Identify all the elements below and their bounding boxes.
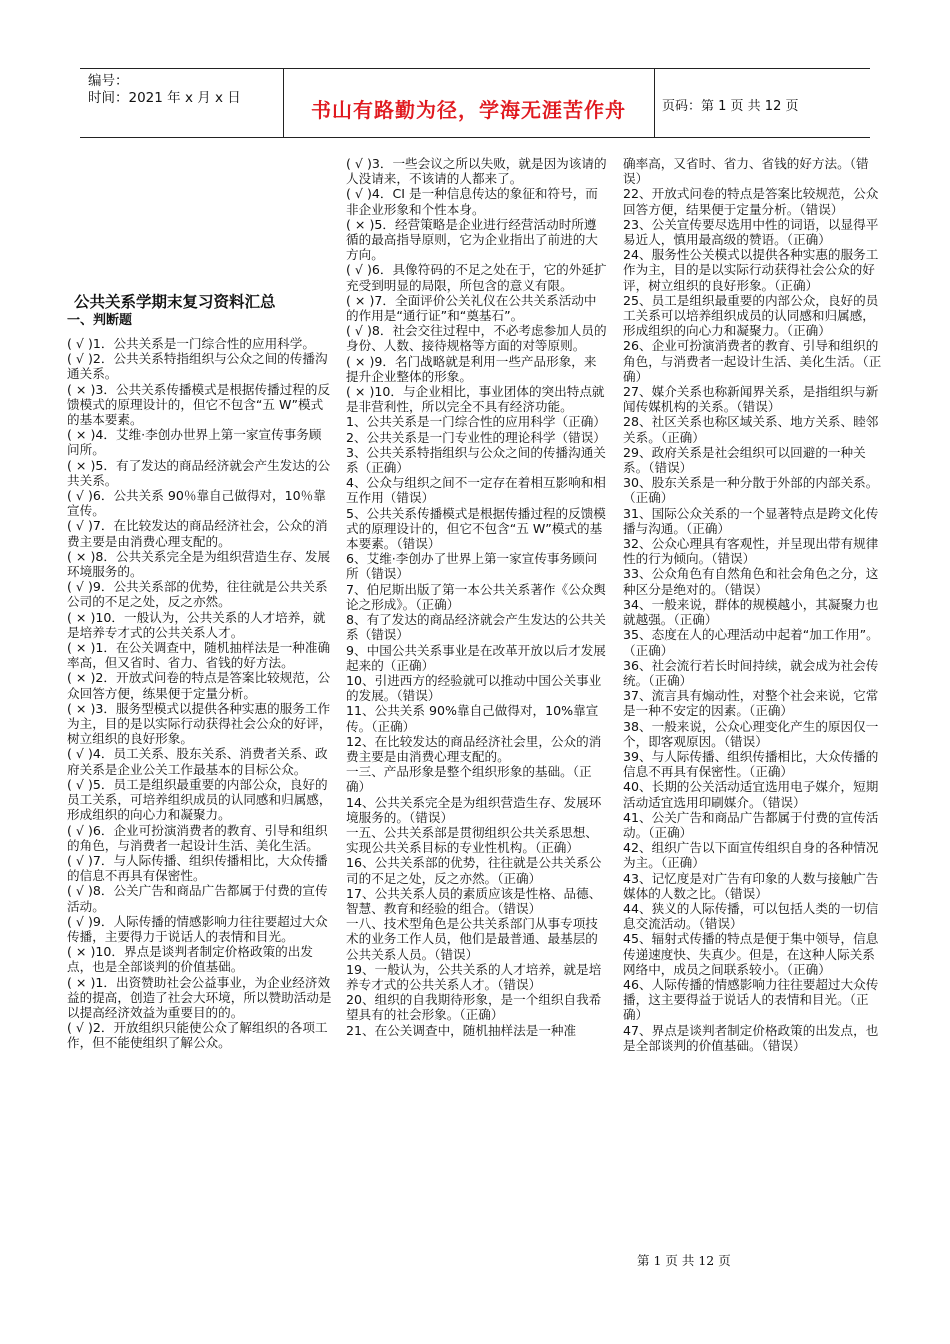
question-item: 34、一般来说，群体的规模越小，其凝聚力也就越强。（正确） <box>623 596 879 628</box>
question-item: ( √ )1．公共关系是一门综合性的应用科学。 <box>67 336 315 351</box>
header-divider <box>654 69 655 137</box>
question-item: 42、组织广告以下面宣传组织自身的各种情况为主。（正确） <box>623 840 879 871</box>
question-item: 1、公共关系是一门综合性的应用科学（正确） <box>346 414 606 430</box>
question-item: 36、社会流行若长时间持续，就会成为社会传统。（正确） <box>623 657 879 688</box>
question-item: 38、一般来说，公众心理变化产生的原因仅一个，即客观原因。（错误） <box>623 718 879 749</box>
question-item: ( × )8．公共关系完全是为组织营造生存、发展环境服务的。 <box>67 548 331 580</box>
question-item: ( × )10．界点是谈判者制定价格政策的出发点，也是全部谈判的价值基础。 <box>67 944 313 975</box>
question-item: ( √ )3．一些会议之所以失败，就是因为该请的人没请来，不该请的人都来了。 <box>346 156 607 187</box>
question-item: 20、组织的自我期待形象，是一个组织自我希望具有的社会形象。（正确） <box>346 992 602 1023</box>
question-item: 31、国际公众关系的一个显著特点是跨文化传播与沟通。（正确） <box>623 505 879 536</box>
question-item: 29、政府关系是社会组织可以回避的一种关系。（错误） <box>623 444 866 476</box>
page-footer: 第 1 页 共 12 页 <box>637 1253 731 1268</box>
header-meta <box>88 73 241 107</box>
question-item: 27、媒介关系也称新闻界关系，是指组织与新闻传媒机构的关系。（错误） <box>623 384 879 415</box>
question-item: 12、在比较发达的商品经济社会里，公众的消费主要是由消费心理支配的。 <box>346 733 602 764</box>
question-item: 39、与人际传播、组织传播相比，大众传播的信息不再具有保密性。（正确） <box>623 748 879 780</box>
question-item: 确率高，又省时、省力、省钱的好方法。（错误） <box>623 156 869 187</box>
question-item: ( × )5．有了发达的商品经济就会产生发达的公共关系。 <box>67 457 331 488</box>
question-item: 28、社区关系也称区域关系、地方关系、睦邻关系。（正确） <box>623 414 879 445</box>
question-item: ( √ )9．人际传播的情感影响力往往要超过大众传播，主要得力于说话人的表情和目光。 <box>67 913 328 944</box>
document-code-label: 编号： <box>88 73 129 89</box>
question-item: 23、公关宣传要尽选用中性的词语，以显得平易近人，慎用最高级的赞语。（正确） <box>623 216 879 248</box>
question-item: ( √ )7．在比较发达的商品经济社会，公众的消费主要是由消费心理支配的。 <box>67 518 328 549</box>
header-motto: 书山有路勤为径，学海无涯苦作舟 <box>311 98 626 122</box>
question-item: ( √ )8．社会交往过程中，不必考虑参加人员的身份、人数、接待规格等方面的对等原则。 <box>346 323 607 354</box>
question-item: ( × )2．开放式问卷的特点是答案比较规范，公众回答方便，练果便于定量分析。 <box>67 670 331 701</box>
question-item: ( × )5．经营策略是企业进行经营活动时所遵循的最高指导原则，它为企业指出了前进的大方向。 <box>346 216 598 263</box>
header-page-info: 页码：第 1 页 共 12 页 <box>662 99 799 114</box>
question-item: ( √ )4．CI 是一种信息传达的象征和符号，而非企业形象和个性本身。 <box>346 186 598 217</box>
question-item: ( × )3．服务型模式以提供各种实惠的服务工作为主，目的是以实际行动获得社会公众的好评，树立组织的良好形象。 <box>67 700 332 747</box>
question-item: ( × )10．与企业相比，事业团体的突出特点就是非营利性，所以完全不具有经济功能。 <box>346 384 605 415</box>
question-item: 25、员工是组织最重要的内部公众，良好的员工关系可以培养组织成员的认同感和归属感，形成组织的向心力和凝聚力。（正确） <box>623 292 879 339</box>
question-item: 47、界点是谈判者制定价格政策的出发点，也是全部谈判的价值基础。（错误） <box>623 1022 879 1053</box>
question-item: ( √ )2．公共关系特指组织与公众之间的传播沟通关系。 <box>67 351 328 382</box>
page-header <box>80 68 870 138</box>
question-item: 17、公共关系人员的素质应该是性格、品德、智慧、教育和经验的组合。（错误） <box>346 885 602 916</box>
question-item: 35、态度在人的心理活动中起着“加工作用”。（正确） <box>623 627 879 658</box>
question-item: 30、股东关系是一种分散于外部的内部关系。（正确） <box>623 475 879 506</box>
question-item: 9、中国公共关系事业是在改革开放以后才发展起来的（正确） <box>346 642 606 673</box>
document-date-label: 时间：2021 年 x 月 x 日 <box>88 90 241 106</box>
question-item: ( √ )6．具像符码的不足之处在于，它的外延扩充受到明显的局限，所包含的意义有限。 <box>346 262 607 293</box>
question-item: 一八、技术型角色是公共关系部门从事专项技术的业务工作人员，他们是最普通、最基层的公共关系人员。（错误） <box>346 916 598 962</box>
question-item: 43、记忆度是对广告有印象的人数与接触广告媒体的人数之比。（错误） <box>623 870 879 901</box>
question-item: 一三、产品形象是整个组织形象的基础。（正确） <box>346 764 592 795</box>
question-item: ( × )4．艾维·李创办世界上第一家宣传事务顾问所。 <box>67 427 322 458</box>
question-item: ( √ )2．开放组织只能使公众了解组织的各项工作，但不能使组织了解公众。 <box>67 1020 328 1051</box>
question-item: 41、公关广告和商品广告都属于付费的宣传活动。（正确） <box>623 809 879 840</box>
text-column-left <box>67 336 333 1051</box>
question-item: ( × )1．在公关调查中，随机抽样法是一种准确率高，但又省时、省力、省钱的好方法。 <box>67 640 331 671</box>
question-item: 40、长期的公关活动适宜选用电子媒介，短期活动适宜选用印刷媒介。（错误） <box>623 779 879 810</box>
question-item: 10、引进西方的经验就可以推动中国公关事业的发展。（错误） <box>346 672 602 704</box>
question-item: 14、公共关系完全是为组织营造生存、发展环境服务的。（错误） <box>346 794 602 825</box>
question-item: ( √ )6．公共关系 90％靠自己做得对，10％靠宣传。 <box>67 488 326 519</box>
question-item: ( × )9．名门战略就是利用一些产品形象，来提升企业整体的形象。 <box>346 353 597 384</box>
question-item: 7、伯尼斯出版了第一本公共关系著作《公众舆论之形成》。（正确） <box>346 581 606 612</box>
text-column-middle <box>346 156 608 1038</box>
question-item: ( × )1．出资赞助社会公益事业，为企业经济效益的提高，创造了社会大环境，所以赞助活动是以提高经济效益为重要目的的。 <box>67 974 332 1020</box>
question-item: 46、人际传播的情感影响力往往要超过大众传播，这主要得益于说话人的表情和目光。（正确） <box>623 976 879 1023</box>
question-item: 3、公共关系特指组织与公众之间的传播沟通关系（正确） <box>346 444 606 476</box>
section-heading: 一、判断题 <box>67 313 133 328</box>
question-item: 21、在公关调查中，随机抽样法是一种准 <box>346 1022 577 1038</box>
question-item: 44、狭义的人际传播，可以包括人类的一切信息交流活动。（错误） <box>623 900 879 932</box>
question-item: 6、艾维·李创办了世界上第一家宣传事务顾问所（错误） <box>346 551 598 582</box>
question-item: 2、公共关系是一门专业性的理论科学（错误） <box>346 429 606 445</box>
question-item: 22、开放式问卷的特点是答案比较规范，公众回答方便，结果便于定量分析。（错误） <box>623 186 879 217</box>
question-item: ( × )10．一般认为，公共关系的人才培养，就是培养专才式的公共关系人才。 <box>67 609 326 640</box>
question-item: ( √ )9．公共关系部的优势，往往就是公共关系公司的不足之处，反之亦然。 <box>67 579 328 610</box>
text-column-right <box>623 156 885 1053</box>
question-item: ( √ )8．公关广告和商品广告都属于付费的宣传活动。 <box>67 883 328 914</box>
question-item: 11、公共关系 90%靠自己做得对，10%靠宣传。（正确） <box>346 703 599 734</box>
question-item: 19、一般认为，公共关系的人才培养，就是培养专才式的公共关系人才。（错误） <box>346 961 602 992</box>
question-item: ( √ )7．与人际传播、组织传播相比，大众传播的信息不再具有保密性。 <box>67 852 328 884</box>
question-item: ( √ )5．员工是组织最重要的内部公众，良好的员工关系，可培养组织成员的认同感和归属感，形成组织的向心力和凝聚力。 <box>67 776 332 823</box>
question-item: 5、公共关系传播模式是根据传播过程的反馈模式的原理设计的，但它不包含“五 W”模式的基本要素。（错误） <box>346 505 606 552</box>
question-item: ( √ )6．企业可扮演消费者的教育、引导和组织的角色，与消费者一起设计生活、美化生活。 <box>67 822 328 853</box>
question-item: 33、公众角色有自然角色和社会角色之分，这种区分是绝对的。（错误） <box>623 566 879 597</box>
document-title: 公共关系学期末复习资料汇总 <box>74 293 276 311</box>
question-item: 45、辐射式传播的特点是便于集中领导，信息传递速度快、失真少。但是，在这种人际关系网络中，成员之间联系较小。（正确） <box>623 931 879 977</box>
question-item: 24、服务性公关模式以提供各种实惠的服务工作为主，目的是以实际行动获得社会公众的好评，树立组织的良好形象。（正确） <box>623 247 879 293</box>
question-item: ( × )7．全面评价公关礼仪在公共关系活动中的作用是“通行证”和“奠基石”。 <box>346 292 597 324</box>
question-item: 8、有了发达的商品经济就会产生发达的公共关系（错误） <box>346 612 606 643</box>
question-item: 37、流言具有煽动性，对整个社会来说，它常是一种不安定的因素。（正确） <box>623 688 879 719</box>
question-item: 4、公众与组织之间不一定存在着相互影响和相互作用（错误） <box>346 475 606 506</box>
question-item: 一五、公共关系部是贯彻组织公共关系思想、实现公共关系目标的专业性机构。（正确） <box>346 824 598 856</box>
question-item: 26、企业可扮演消费者的教育、引导和组织的角色，与消费者一起设计生活、美化生活。（正确） <box>623 338 882 384</box>
question-item: ( × )3．公共关系传播模式是根据传播过程的反馈模式的原理设计的，但它不包含“五 W”模式的基本要素。 <box>67 381 331 428</box>
question-item: ( √ )4．员工关系、股东关系、消费者关系、政府关系是企业公关工作最基本的目标公众。 <box>67 746 328 777</box>
question-item: 32、公众心理具有客观性，并呈现出带有规律性的行为倾向。（错误） <box>623 536 879 567</box>
question-item: 16、公共关系部的优势，往往就是公共关系公司的不足之处，反之亦然。（正确） <box>346 855 602 886</box>
